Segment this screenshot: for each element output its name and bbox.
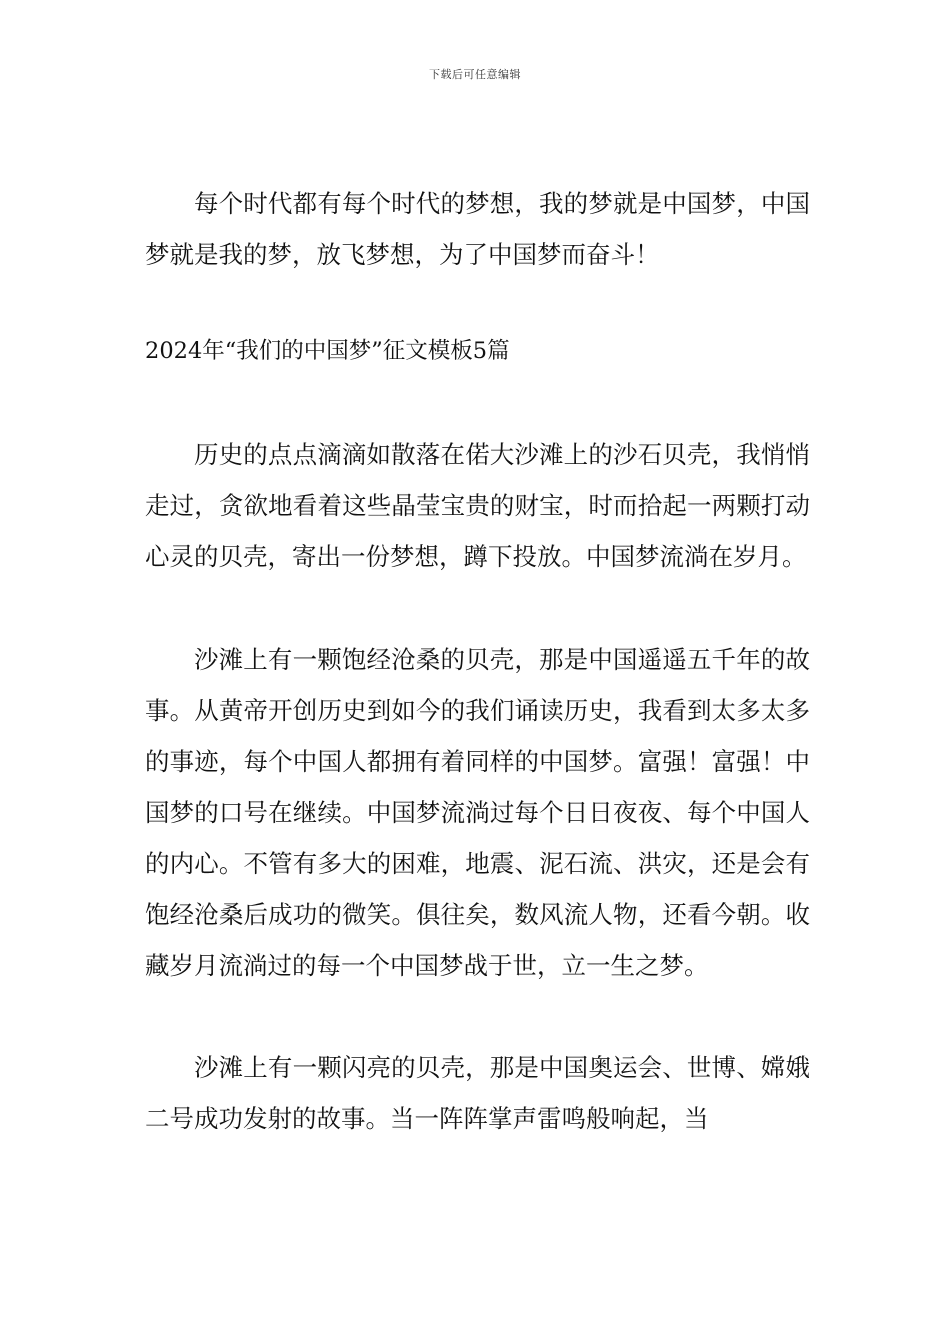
paragraph-olympics: 沙滩上有一颗闪亮的贝壳，那是中国奥运会、世博、嫦娥二号成功发射的故事。当一阵阵掌声雷鸣般响起，当 — [145, 1053, 810, 1133]
paragraph-five-thousand-years: 沙滩上有一颗饱经沧桑的贝壳，那是中国遥遥五千年的故事。从黄帝开创历史到如今的我们诵读历史，我看到太多太多的事迹，每个中国人都拥有着同样的中国梦。富强！富强！中国梦的口号在继续。中国梦流淌过每个日日夜夜、每个中国人的内心。不管有多大的困难，地震、泥石流、洪灾，还是会有饱经沧桑后成功的微笑。俱往矣，数风流人物，还看今朝。收藏岁月流淌过的每一个中国梦战于世，立一生之梦。 — [145, 645, 810, 980]
paragraph-spacer — [145, 991, 810, 1042]
paragraph-spacer — [145, 377, 810, 429]
header-note: 下载后可任意编辑 — [429, 68, 521, 81]
document-body — [145, 178, 810, 1144]
paragraph-intro: 每个时代都有每个时代的梦想，我的梦就是中国梦，中国梦就是我的梦，放飞梦想，为了中国梦而奋斗！ — [145, 189, 810, 269]
paragraph-spacer — [145, 582, 810, 634]
paragraph-history: 历史的点点滴滴如散落在偌大沙滩上的沙石贝壳，我悄悄走过，贪欲地看着这些晶莹宝贵的财宝，时而拾起一两颗打动心灵的贝壳，寄出一份梦想，蹲下投放。中国梦流淌在岁月。 — [145, 440, 810, 571]
document-title: 2024年“我们的中国梦”征文模板5篇 — [145, 338, 510, 364]
paragraph-spacer — [145, 280, 810, 326]
